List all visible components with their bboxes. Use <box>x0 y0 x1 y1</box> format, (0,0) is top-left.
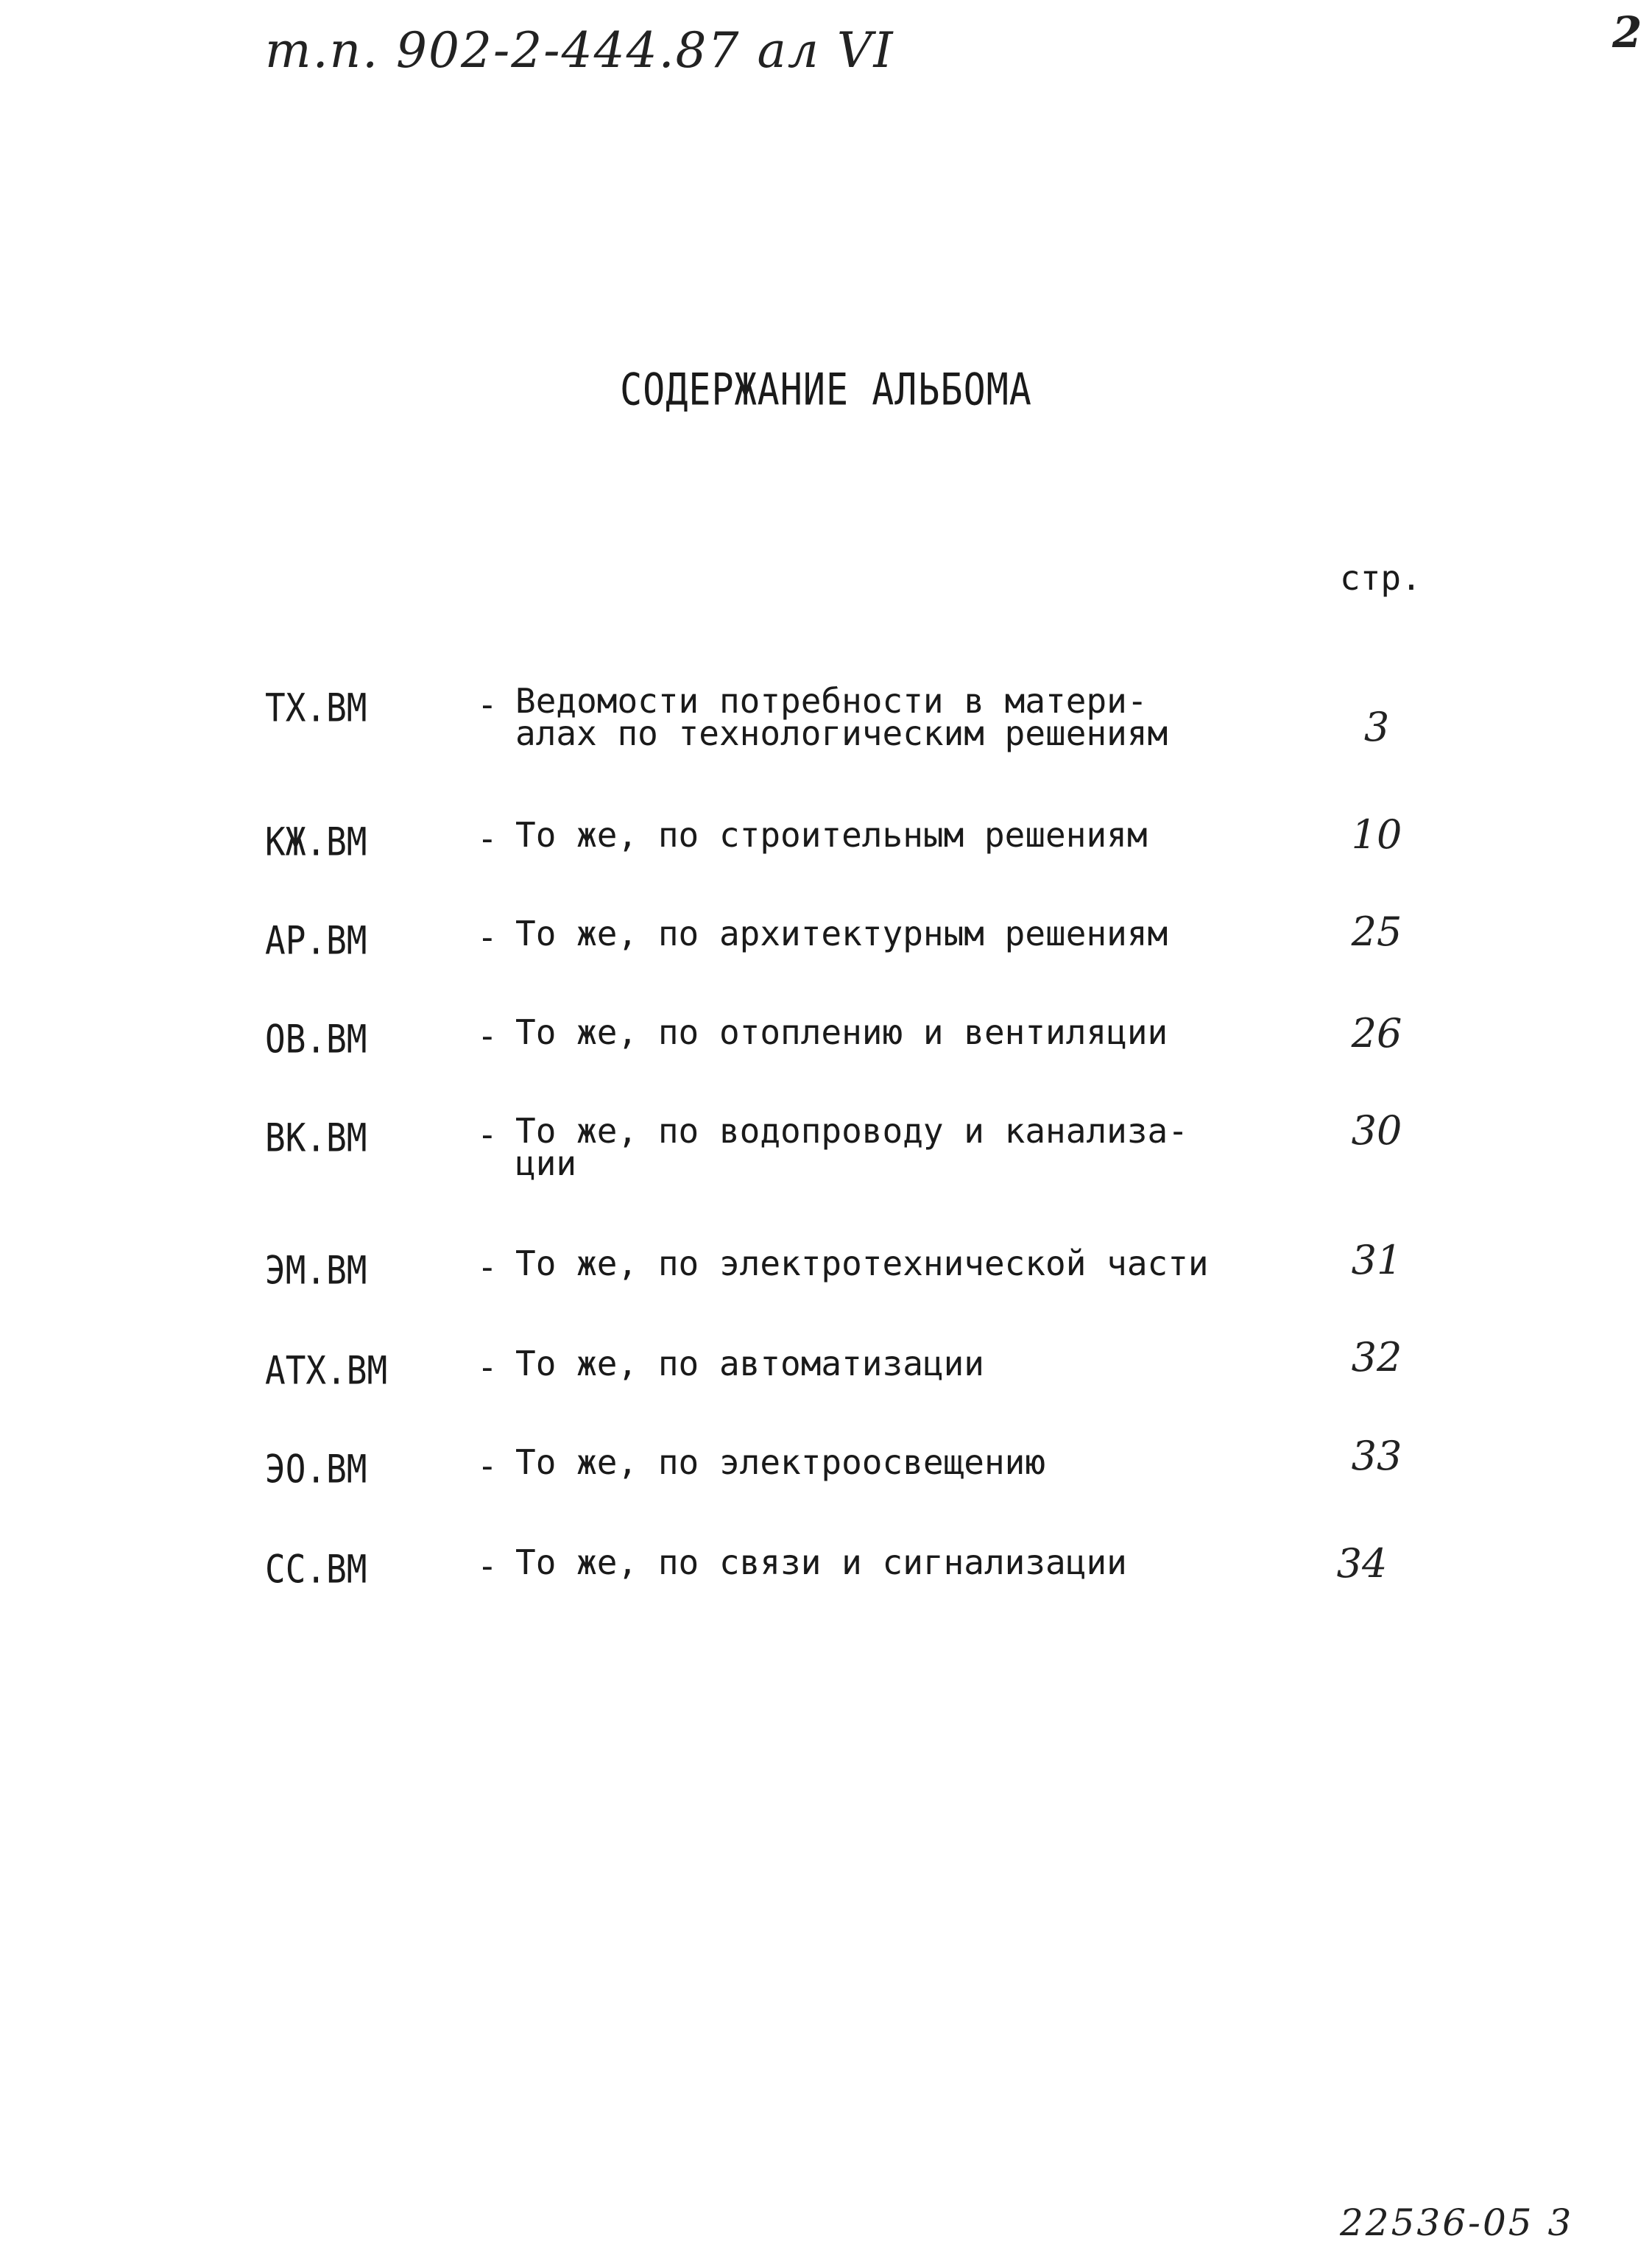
toc-description: То же, по связи и сигнализации <box>515 1542 1127 1582</box>
toc-dash: - <box>477 1016 498 1056</box>
toc-description: То же, по архитектурным решениям <box>515 914 1168 953</box>
toc-dash: - <box>477 1347 498 1387</box>
archive-number: 22536-05 3 <box>1340 2201 1574 2244</box>
toc-description: То же, по строительным решениям <box>515 815 1148 855</box>
toc-section-code: ЭМ.ВМ <box>265 1247 367 1294</box>
toc-section-code: ВК.ВМ <box>265 1115 367 1161</box>
toc-dash: - <box>477 685 498 724</box>
toc-description: То же, по электроосвещению <box>515 1442 1046 1482</box>
toc-page-number: 31 <box>1351 1237 1402 1283</box>
toc-dash: - <box>477 917 498 957</box>
toc-section-code: АР.ВМ <box>265 917 367 964</box>
toc-page-number: 26 <box>1351 1010 1402 1057</box>
toc-section-code: ЭО.ВМ <box>265 1446 367 1492</box>
toc-page-number: 25 <box>1351 909 1402 955</box>
page-column-header: стр. <box>1340 558 1422 598</box>
toc-page-number: 33 <box>1351 1433 1402 1479</box>
toc-dash: - <box>477 1115 498 1154</box>
toc-dash: - <box>477 1247 498 1287</box>
toc-section-code: КЖ.ВМ <box>265 819 367 865</box>
toc-description: То же, по автоматизации <box>515 1344 984 1383</box>
toc-page-number: 30 <box>1351 1107 1402 1154</box>
document-code: т.п. 902-2-444.87 ал VI <box>265 22 894 79</box>
page-title: СОДЕРЖАНИЕ АЛЬБОМА <box>620 364 1032 415</box>
toc-page-number: 3 <box>1363 704 1390 750</box>
toc-description: То же, по отоплению и вентиляции <box>515 1012 1168 1052</box>
toc-dash: - <box>477 819 498 858</box>
toc-description: То же, по водопроводу и канализа- ции <box>515 1111 1188 1183</box>
toc-dash: - <box>477 1546 498 1586</box>
toc-page-number: 10 <box>1351 811 1402 858</box>
toc-section-code: ТХ.ВМ <box>265 685 367 731</box>
toc-section-code: АТХ.ВМ <box>265 1347 388 1394</box>
toc-page-number: 34 <box>1336 1540 1388 1587</box>
toc-page-number: 32 <box>1351 1334 1402 1380</box>
toc-description: То же, по электротехнической части <box>515 1244 1209 1283</box>
toc-section-code: СС.ВМ <box>265 1546 367 1592</box>
toc-dash: - <box>477 1446 498 1486</box>
toc-description: Ведомости потребности в матери- алах по технологическим решениям <box>515 681 1168 753</box>
sheet-number: 2 <box>1612 7 1642 57</box>
toc-section-code: ОВ.ВМ <box>265 1016 367 1062</box>
